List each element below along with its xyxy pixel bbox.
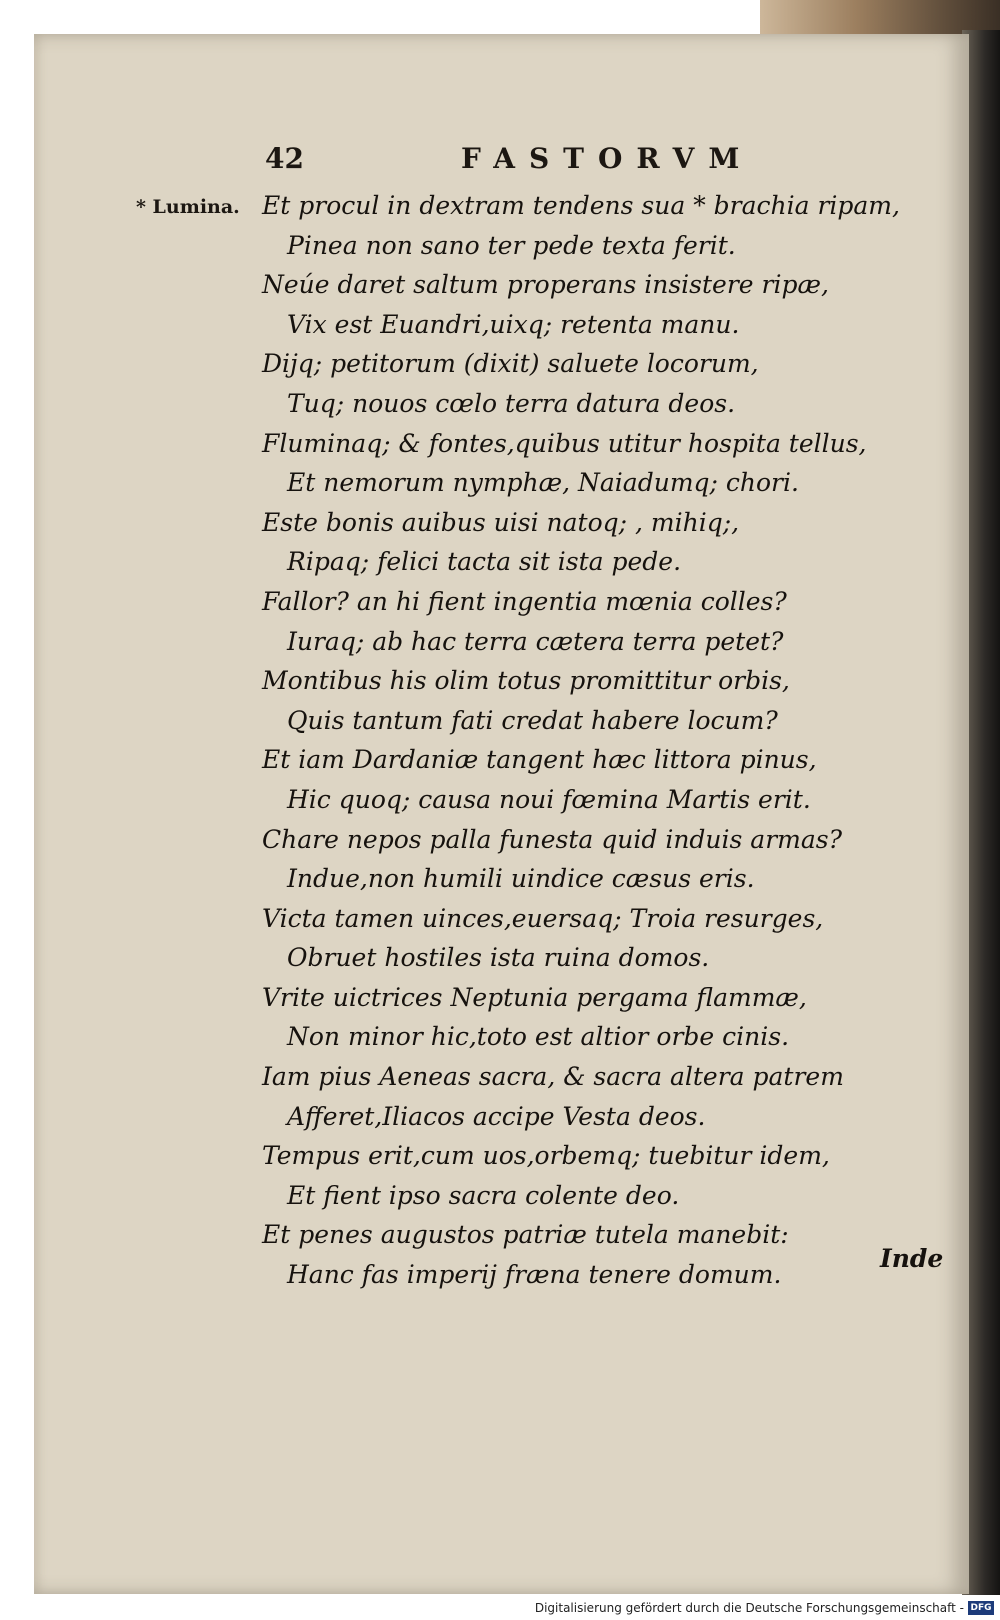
verse-line: Ripaq; felici tacta sit ista pede. bbox=[287, 547, 682, 577]
verse-line: Vix est Euandri,uixq; retenta manu. bbox=[287, 309, 740, 339]
running-title: FASTORVM bbox=[461, 142, 754, 175]
verse-line: Tuq; nouos cœlo terra datura deos. bbox=[287, 388, 736, 418]
verse-line: Este bonis auibus uisi natoq; , mihiq;, bbox=[262, 507, 740, 537]
running-head bbox=[265, 142, 805, 182]
verse-line: Fluminaq; & fontes,quibus utitur hospita tellus, bbox=[262, 428, 867, 458]
verse-line: Chare nepos palla funesta quid induis armas? bbox=[262, 824, 843, 854]
verse-line: Vrite uictrices Neptunia pergama flammæ, bbox=[262, 982, 807, 1012]
verse-line: Non minor hic,toto est altior orbe cinis. bbox=[287, 1022, 790, 1052]
digitization-credit: Digitalisierung gefördert durch die Deutsche Forschungsgemeinschaft - bbox=[534, 1601, 964, 1615]
catchword: Inde bbox=[880, 1244, 944, 1273]
verse-line: Quis tantum fati credat habere locum? bbox=[287, 705, 778, 735]
verse-line: Dijq; petitorum (dixit) saluete locorum, bbox=[262, 349, 759, 379]
verse-line: Victa tamen uinces,euersaq; Troia resurges, bbox=[262, 903, 824, 933]
verse-line: Iam pius Aeneas sacra, & sacra altera patrem bbox=[262, 1062, 844, 1092]
verse-line: Montibus his olim totus promittitur orbis, bbox=[262, 666, 790, 696]
verse-line: Indue,non humili uindice cæsus eris. bbox=[287, 864, 755, 894]
verse-line: Hanc fas imperij fræna tenere domum. bbox=[287, 1260, 782, 1290]
verse-line: Et iam Dardaniæ tangent hæc littora pinus, bbox=[262, 745, 817, 775]
verse-line: Et penes augustos patriæ tutela manebit: bbox=[262, 1220, 789, 1250]
verse-line: Pinea non sano ter pede texta ferit. bbox=[287, 230, 736, 260]
page-number: 42 bbox=[265, 142, 304, 175]
dfg-logo: DFG bbox=[968, 1601, 994, 1615]
verse-list bbox=[262, 186, 900, 1295]
verse-line: Neúe daret saltum properans insistere ripæ, bbox=[262, 270, 829, 300]
verse-line: Et fient ipso sacra colente deo. bbox=[287, 1180, 680, 1210]
verse-line: Et nemorum nymphæ, Naiadumq; chori. bbox=[287, 468, 799, 498]
verse-line: Fallor? an hi fient ingentia mœnia colles? bbox=[262, 586, 787, 616]
verse-line: Iuraq; ab hac terra cætera terra petet? bbox=[287, 626, 784, 656]
verse-line: Tempus erit,cum uos,orbemq; tuebitur idem, bbox=[262, 1141, 830, 1171]
verse-line: Obruet hostiles ista ruina domos. bbox=[287, 943, 710, 973]
margin-note: * Lumina. bbox=[136, 196, 240, 218]
verse-line: Afferet,Iliacos accipe Vesta deos. bbox=[287, 1101, 706, 1131]
verse-line: Hic quoq; causa noui fœmina Martis erit. bbox=[287, 784, 811, 814]
verse-line: Et procul in dextram tendens sua * brachia ripam, bbox=[262, 191, 900, 220]
